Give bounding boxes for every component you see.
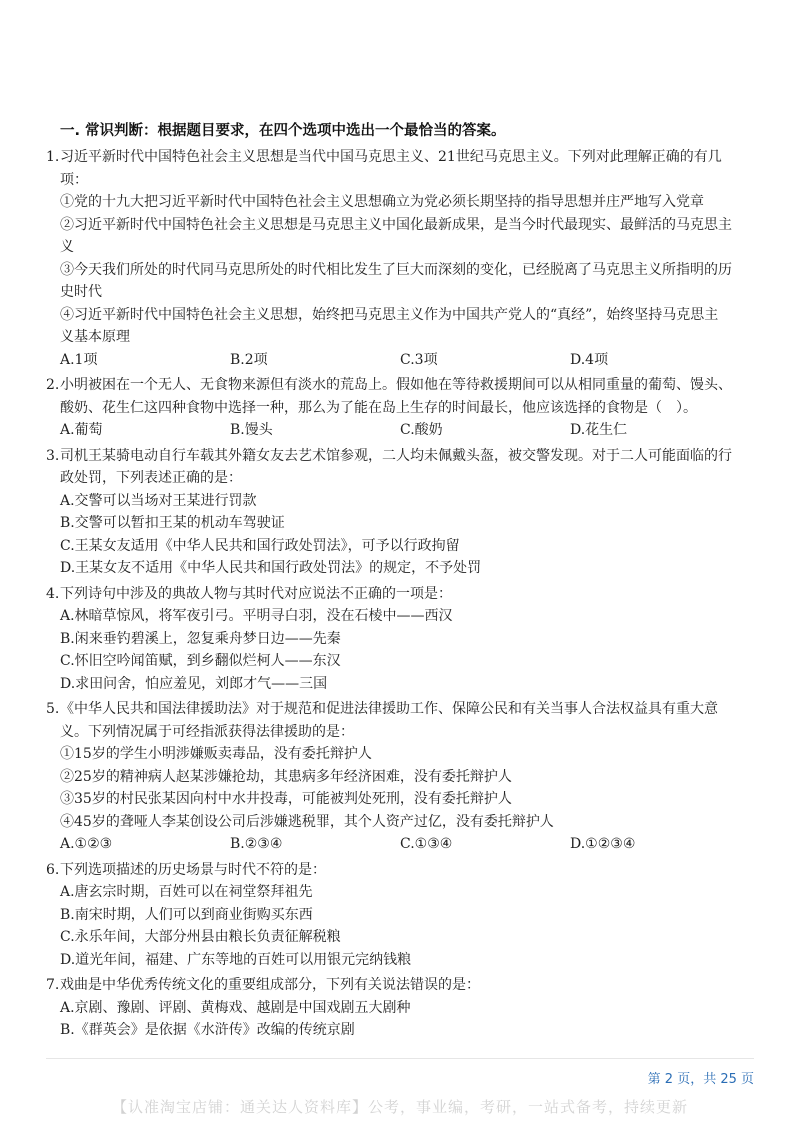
question-stem-line: 小明被困在一个无人、无食物来源但有淡水的荒岛上。假如他在等待救援期间可以从相同重量的葡萄、馒头、 xyxy=(60,377,732,393)
options-row xyxy=(60,349,746,372)
question xyxy=(46,374,746,442)
answer-option: B.2项 xyxy=(230,351,268,368)
answer-option: A.1项 xyxy=(60,351,98,368)
answer-option: C.王某女友适用《中华人民共和国行政处罚法》，可予以行政拘留 xyxy=(60,537,460,554)
answer-option: A.唐玄宗时期，百姓可以在祠堂祭拜祖先 xyxy=(60,884,313,900)
answer-option: D.①②③④ xyxy=(570,836,636,852)
statement-line: 义基本原理 xyxy=(60,329,130,345)
question-number: 3. xyxy=(46,447,60,464)
question-stem-line: 下列选项描述的历史场景与时代不符的是： xyxy=(60,861,326,878)
options-row xyxy=(60,419,746,442)
answer-option: B.南宋时期，人们可以到商业街购买东西 xyxy=(60,906,313,923)
question-stem-line: 义。下列情况属于可经指派获得法律援助的是： xyxy=(60,723,354,740)
question-stem-line: 习近平新时代中国特色社会主义思想是当代中国马克思主义、21世纪马克思主义。下列对此理解正确的有几 xyxy=(60,149,722,165)
page-number: 第 2 页，共 25 页 xyxy=(647,1072,754,1087)
question xyxy=(46,146,746,371)
answer-option: B.馒头 xyxy=(230,422,273,438)
answer-option: B.《群英会》是依据《水浒传》改编的传统京剧 xyxy=(60,1022,355,1038)
statement-line: ②习近平新时代中国特色社会主义思想是马克思主义中国化最新成果，是当今时代最现实、最鲜活的马克思主 xyxy=(60,216,732,233)
answer-option: A.林暗草惊风，将军夜引弓。平明寻白羽，没在石棱中——西汉 xyxy=(60,608,453,624)
question xyxy=(46,583,746,696)
statement-line: ②25岁的精神病人赵某涉嫌抢劫，其患病多年经济困难，没有委托辩护人 xyxy=(60,768,512,785)
question xyxy=(46,698,746,856)
question xyxy=(46,445,746,580)
question-stem-line: 下列诗句中涉及的典故人物与其时代对应说法不正确的一项是： xyxy=(60,585,452,602)
answer-option: B.②③④ xyxy=(230,836,283,852)
question-stem-line: 《中华人民共和国法律援助法》对于规范和促进法律援助工作、保障公民和有关当事人合法权益具有重大意 xyxy=(60,701,718,717)
question-stem-line: 酸奶、花生仁这四种食物中选择一种，那么为了能在岛上生存的时间最长，他应该选择的食物是（ ）。 xyxy=(60,399,697,416)
question xyxy=(46,859,746,972)
answer-option: C.酸奶 xyxy=(400,422,443,438)
question-stem-line: 项： xyxy=(60,171,88,188)
answer-option: D.王某女友不适用《中华人民共和国行政处罚法》的规定，不予处罚 xyxy=(60,560,482,576)
answer-option: D.求田问舍，怕应羞见，刘郎才气——三国 xyxy=(60,675,328,692)
question-stem-line: 戏曲是中华优秀传统文化的重要组成部分，下列有关说法错误的是： xyxy=(60,977,480,993)
answer-option: A.①②③ xyxy=(60,836,113,852)
question-number: 1. xyxy=(46,149,60,165)
answer-option: D.4项 xyxy=(570,351,609,368)
answer-option: B.交警可以暂扣王某的机动车驾驶证 xyxy=(60,515,285,531)
answer-option: A.交警可以当场对王某进行罚款 xyxy=(60,492,257,509)
answer-option: C.①③④ xyxy=(400,836,453,852)
footer-divider xyxy=(46,1058,754,1059)
answer-option: C.3项 xyxy=(400,351,438,368)
question-number: 6. xyxy=(46,861,60,878)
options-row xyxy=(60,833,746,856)
answer-option: D.道光年间，福建、广东等地的百姓可以用银元完纳钱粮 xyxy=(60,951,412,968)
answer-option: C.永乐年间，大部分州县由粮长负责征解税粮 xyxy=(60,929,341,945)
question-list xyxy=(46,146,746,1042)
statement-line: ④习近平新时代中国特色社会主义思想，始终把马克思主义作为中国共产党人的“真经”，始终坚持马克思主 xyxy=(60,306,719,323)
answer-option: D.花生仁 xyxy=(570,422,628,438)
statement-line: ③35岁的村民张某因向村中水井投毒，可能被判处死刑，没有委托辩护人 xyxy=(60,791,512,807)
statement-line: ③今天我们所处的时代同马克思所处的时代相比发生了巨大而深刻的变化，已经脱离了马克思主义所指明的历 xyxy=(60,261,732,278)
answer-option: B.闲来垂钓碧溪上，忽复乘舟梦日边——先秦 xyxy=(60,630,341,647)
question xyxy=(46,974,746,1042)
question-stem-line: 政处罚，下列表述正确的是： xyxy=(60,470,242,486)
statement-line: ④45岁的聋哑人李某创设公司后涉嫌逃税罪，其个人资产过亿，没有委托辩护人 xyxy=(60,813,554,830)
question-number: 4. xyxy=(46,585,60,602)
statement-line: 史时代 xyxy=(60,284,102,300)
question-number: 5. xyxy=(46,701,60,717)
section-title: 一. 常识判断：根据题目要求，在四个选项中选出一个最恰当的答案。 xyxy=(60,123,506,139)
statement-line: 义 xyxy=(60,239,74,255)
watermark: 【认准淘宝店铺：通关达人资料库】公考，事业编，考研，一站式备考，持续更新 xyxy=(111,1098,688,1116)
question-number: 2. xyxy=(46,377,60,393)
answer-option: A.葡萄 xyxy=(60,422,103,438)
answer-option: C.怀旧空吟闻笛赋，到乡翻似烂柯人——东汉 xyxy=(60,653,341,669)
statement-line: ①党的十九大把习近平新时代中国特色社会主义思想确立为党必须长期坚持的指导思想并庄严地写入党章 xyxy=(60,194,704,210)
statement-line: ①15岁的学生小明涉嫌贩卖毒品，没有委托辩护人 xyxy=(60,746,372,762)
answer-option: A.京剧、豫剧、评剧、黄梅戏、越剧是中国戏剧五大剧种 xyxy=(60,999,411,1016)
question-stem-line: 司机王某骑电动自行车载其外籍女友去艺术馆参观，二人均未佩戴头盔，被交警发现。对于二人可能面临的行 xyxy=(60,447,732,464)
question-number: 7. xyxy=(46,977,60,993)
